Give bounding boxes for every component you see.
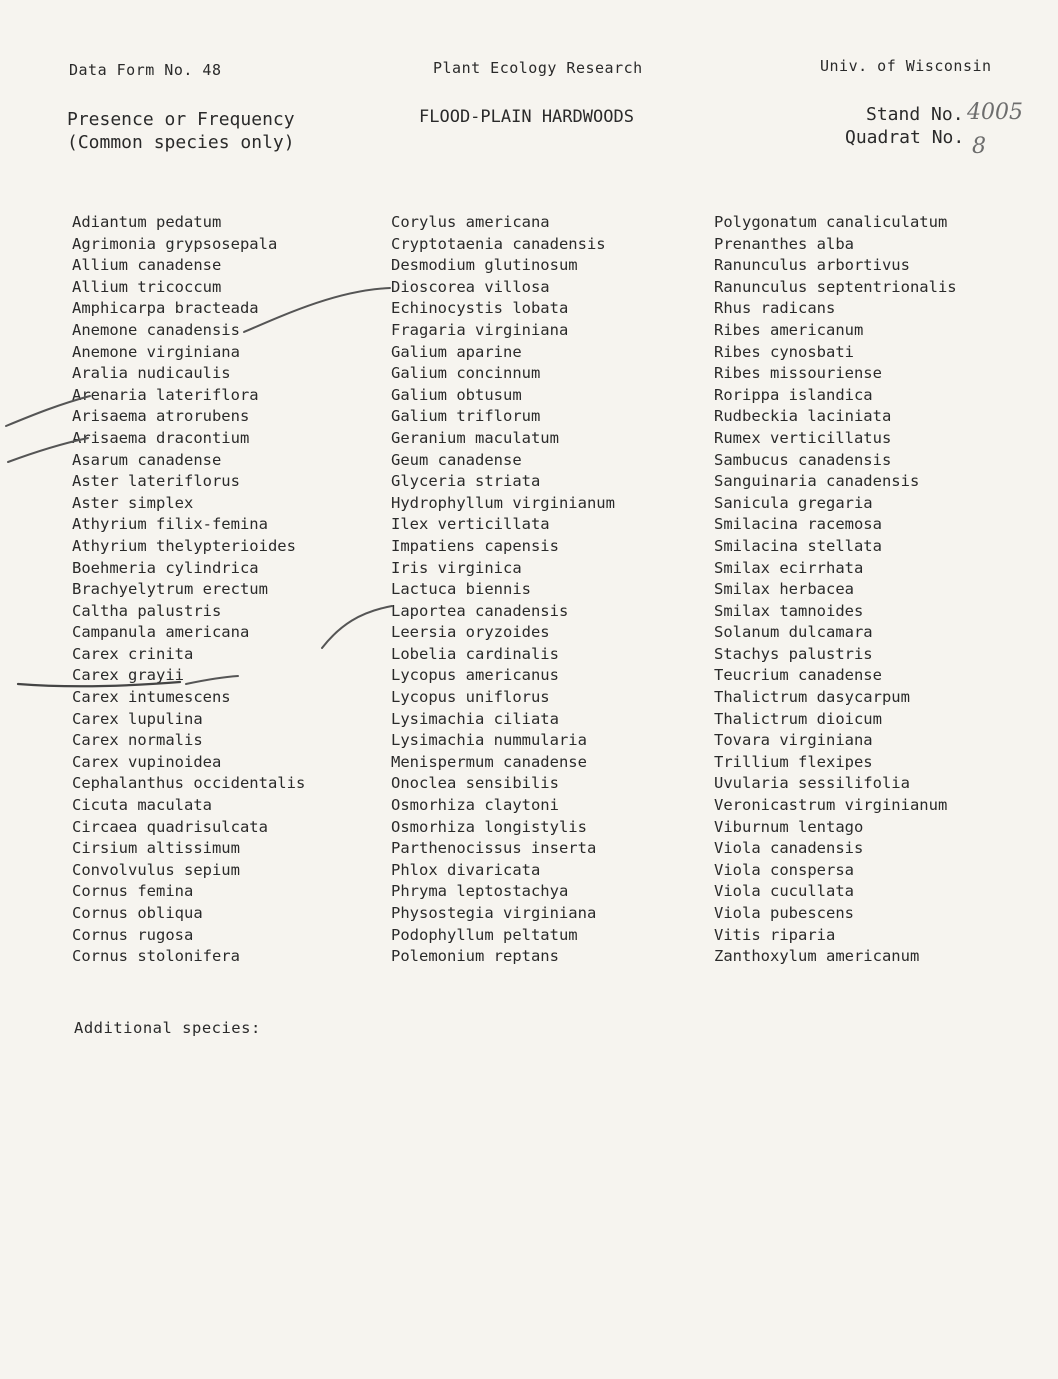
stand-label: Stand No. bbox=[866, 104, 964, 125]
species-item: Carex normalis bbox=[72, 731, 203, 750]
species-item: Rumex verticillatus bbox=[714, 428, 892, 447]
species-item: Rhus radicans bbox=[714, 299, 836, 318]
species-item: Galium concinnum bbox=[391, 364, 541, 383]
species-item: Anemone canadensis bbox=[72, 320, 240, 339]
species-item: Sanguinaria canadensis bbox=[714, 472, 920, 491]
species-item: Carex crinita bbox=[72, 644, 194, 663]
species-item: Polygonatum canaliculatum bbox=[714, 213, 948, 231]
species-item: Ribes americanum bbox=[714, 320, 864, 339]
species-item: Desmodium glutinosum bbox=[391, 256, 578, 275]
species-item: Carex grayii bbox=[72, 666, 184, 685]
species-item: Campanula americana bbox=[72, 623, 250, 642]
species-item: Corylus americana bbox=[391, 213, 550, 231]
species-item: Glyceria striata bbox=[391, 472, 541, 491]
species-item: Brachyelytrum erectum bbox=[72, 580, 268, 599]
species-item: Ribes cynosbati bbox=[714, 342, 854, 361]
species-item: Osmorhiza claytoni bbox=[391, 796, 559, 815]
species-item: Carex intumescens bbox=[72, 688, 231, 707]
check-mark bbox=[186, 676, 238, 684]
species-item: Boehmeria cylindrica bbox=[72, 558, 259, 577]
species-item: Rorippa islandica bbox=[714, 385, 873, 404]
species-item: Galium obtusum bbox=[391, 385, 522, 404]
species-item: Viola canadensis bbox=[714, 839, 864, 858]
page-title: FLOOD-PLAIN HARDWOODS bbox=[419, 107, 634, 127]
species-item: Asarum canadense bbox=[72, 450, 222, 469]
species-item: Galium triflorum bbox=[391, 407, 541, 426]
species-item: Thalictrum dasycarpum bbox=[714, 688, 910, 707]
species-item: Athyrium thelypterioides bbox=[72, 536, 296, 555]
species-item: Cryptotaenia canadensis bbox=[391, 234, 606, 253]
organization: Plant Ecology Research bbox=[433, 59, 643, 77]
university: Univ. of Wisconsin bbox=[820, 57, 992, 75]
form-number: Data Form No. 48 bbox=[69, 61, 222, 79]
species-item: Hydrophyllum virginianum bbox=[391, 493, 615, 512]
species-item: Ranunculus arbortivus bbox=[714, 256, 910, 275]
species-item: Allium tricoccum bbox=[72, 277, 222, 296]
species-item: Dioscorea villosa bbox=[391, 277, 550, 296]
species-item: Trillium flexipes bbox=[714, 752, 873, 771]
species-item: Rudbeckia laciniata bbox=[714, 407, 892, 426]
species-item: Parthenocissus inserta bbox=[391, 839, 597, 858]
species-item: Menispermum canadense bbox=[391, 752, 587, 771]
species-item: Lycopus americanus bbox=[391, 666, 559, 685]
species-item: Cornus rugosa bbox=[72, 925, 194, 944]
species-item: Onoclea sensibilis bbox=[391, 774, 559, 793]
check-mark bbox=[6, 396, 90, 426]
species-item: Arisaema dracontium bbox=[72, 428, 250, 447]
species-item: Cephalanthus occidentalis bbox=[72, 774, 306, 793]
species-item: Fragaria virginiana bbox=[391, 320, 569, 339]
quadrat-value-handwritten: 8 bbox=[972, 134, 986, 159]
species-item: Lysimachia ciliata bbox=[391, 709, 559, 728]
species-item: Smilax ecirrhata bbox=[714, 558, 864, 577]
species-item: Sambucus canadensis bbox=[714, 450, 892, 469]
species-item: Athyrium filix-femina bbox=[72, 515, 268, 534]
species-item: Sanicula gregaria bbox=[714, 493, 873, 512]
strike-mark bbox=[18, 682, 180, 686]
species-item: Caltha palustris bbox=[72, 601, 222, 620]
species-item: Cirsium altissimum bbox=[72, 839, 240, 858]
species-item: Viola cucullata bbox=[714, 882, 854, 901]
species-item: Teucrium canadense bbox=[714, 666, 882, 685]
check-mark bbox=[322, 606, 392, 648]
quadrat-label: Quadrat No. bbox=[845, 127, 965, 148]
species-item: Uvularia sessilifolia bbox=[714, 774, 910, 793]
species-item: Impatiens capensis bbox=[391, 536, 559, 555]
species-item: Lycopus uniflorus bbox=[391, 688, 550, 707]
species-item: Viburnum lentago bbox=[714, 817, 864, 836]
species-item: Viola pubescens bbox=[714, 904, 854, 922]
species-item: Agrimonia grypsosepala bbox=[72, 234, 278, 253]
species-item: Smilax herbacea bbox=[714, 580, 854, 599]
species-item: Aralia nudicaulis bbox=[72, 364, 231, 383]
species-item: Cicuta maculata bbox=[72, 796, 212, 815]
species-item: Echinocystis lobata bbox=[391, 299, 569, 318]
species-item: Ilex verticillata bbox=[391, 515, 550, 534]
species-item: Vitis riparia bbox=[714, 925, 836, 944]
check-mark bbox=[8, 438, 88, 462]
species-item: Stachys palustris bbox=[714, 644, 873, 663]
species-item: Phryma leptostachya bbox=[391, 882, 569, 901]
species-item: Veronicastrum virginianum bbox=[714, 796, 948, 815]
species-item: Arenaria lateriflora bbox=[72, 385, 259, 404]
species-item: Laportea canadensis bbox=[391, 601, 569, 620]
species-item: Lobelia cardinalis bbox=[391, 644, 559, 663]
species-item: Cornus stolonifera bbox=[72, 947, 240, 966]
species-item: Geranium maculatum bbox=[391, 428, 559, 447]
species-item: Thalictrum dioicum bbox=[714, 709, 882, 728]
species-item: Allium canadense bbox=[72, 256, 222, 275]
species-item: Cornus femina bbox=[72, 882, 194, 901]
presence-line-1: Presence or Frequency bbox=[67, 109, 295, 130]
species-item: Geum canadense bbox=[391, 450, 522, 469]
species-item: Tovara virginiana bbox=[714, 731, 873, 750]
species-item: Zanthoxylum americanum bbox=[714, 947, 920, 966]
species-item: Aster simplex bbox=[72, 493, 194, 512]
species-item: Osmorhiza longistylis bbox=[391, 817, 587, 836]
species-item: Carex lupulina bbox=[72, 709, 203, 728]
additional-species-label: Additional species: bbox=[74, 1019, 261, 1037]
species-item: Convolvulus sepium bbox=[72, 860, 240, 879]
species-item: Lysimachia nummularia bbox=[391, 731, 587, 750]
species-item: Cornus obliqua bbox=[72, 904, 203, 922]
species-item: Ribes missouriense bbox=[714, 364, 882, 383]
species-item: Viola conspersa bbox=[714, 860, 854, 879]
species-item: Amphicarpa bracteada bbox=[72, 299, 259, 318]
species-item: Podophyllum peltatum bbox=[391, 925, 578, 944]
species-item: Galium aparine bbox=[391, 342, 522, 361]
species-item: Solanum dulcamara bbox=[714, 623, 873, 642]
check-mark bbox=[244, 288, 390, 332]
species-item: Ranunculus septentrionalis bbox=[714, 277, 957, 296]
species-item: Aster lateriflorus bbox=[72, 472, 240, 491]
species-item: Prenanthes alba bbox=[714, 234, 854, 253]
species-item: Iris virginica bbox=[391, 558, 522, 577]
species-item: Arisaema atrorubens bbox=[72, 407, 250, 426]
species-item: Smilacina stellata bbox=[714, 536, 882, 555]
species-item: Anemone virginiana bbox=[72, 342, 240, 361]
species-item: Adiantum pedatum bbox=[72, 213, 222, 231]
species-item: Carex vupinoidea bbox=[72, 752, 222, 771]
stand-value-handwritten: 4005 bbox=[967, 100, 1023, 125]
presence-line-2: (Common species only) bbox=[67, 132, 295, 153]
species-item: Polemonium reptans bbox=[391, 947, 559, 966]
species-item: Physostegia virginiana bbox=[391, 904, 597, 922]
species-item: Circaea quadrisulcata bbox=[72, 817, 268, 836]
species-item: Lactuca biennis bbox=[391, 580, 531, 599]
species-item: Smilacina racemosa bbox=[714, 515, 882, 534]
species-item: Phlox divaricata bbox=[391, 860, 541, 879]
species-item: Smilax tamnoides bbox=[714, 601, 864, 620]
species-item: Leersia oryzoides bbox=[391, 623, 550, 642]
